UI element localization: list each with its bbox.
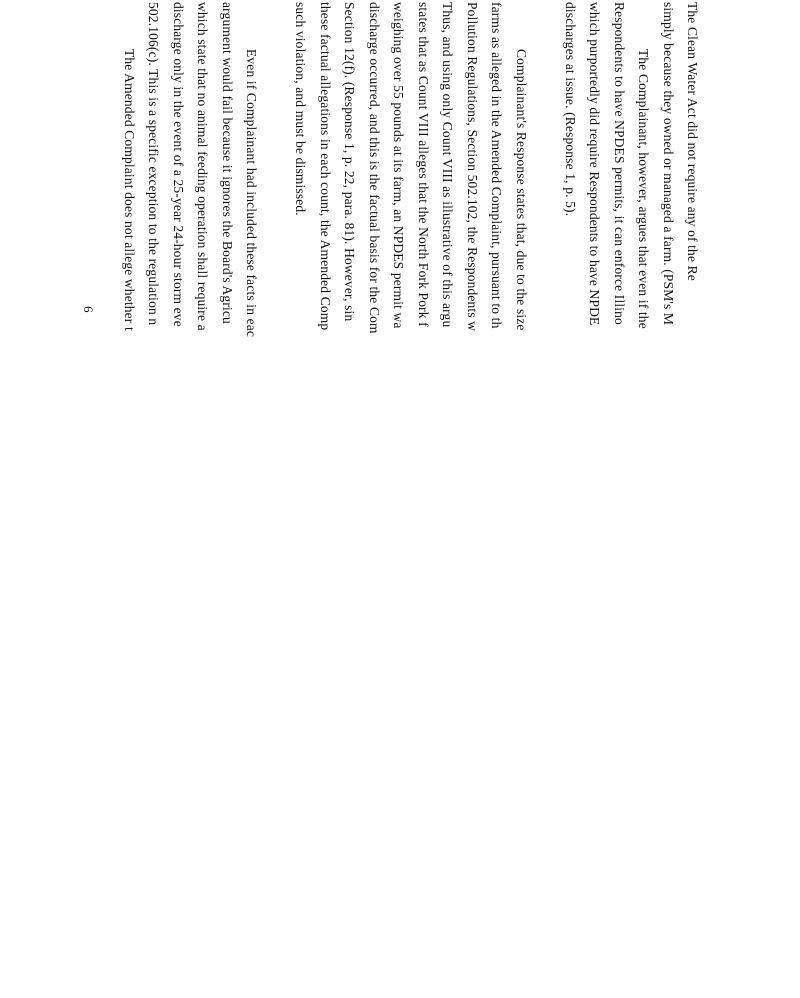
text-line: discharges at issue. (Response 1, p. 5).	[563, 2, 578, 217]
text-line: Complainant's Response states that, due to the size	[514, 49, 529, 331]
text-line: such violation, and must be dismissed.	[293, 2, 308, 216]
text-line: which purportedly did require Respondents to have NPDE	[587, 2, 602, 326]
text-line: these factual allegations in each count, the Amended Comp	[318, 2, 333, 331]
rotated-scan	[23, 0, 800, 998]
text-line: states that as Count VIII alleges that the North Fork Pork f	[416, 2, 431, 327]
text-line: discharge occurred, and this is the factual basis for the Com	[367, 2, 382, 334]
text-line: Section 12(f). (Response 1, p. 22, para. 81). However, sin	[342, 2, 357, 322]
text-line: Pollution Regulations, Section 502.102, the Respondents w	[465, 2, 480, 332]
text-line: Even if Complainant had included these facts in eac	[244, 49, 259, 338]
text-line: which state that no animal feeding operation shall require a	[195, 2, 210, 331]
text-line: 502.106(c). This is a specific exception to the regulation n	[146, 2, 161, 326]
text-line: discharge only in the event of a 25-year 24-hour storm eve	[171, 2, 186, 327]
page-number: 6	[81, 306, 96, 313]
text-line: The Complainant, however, argues that even if the	[636, 49, 651, 329]
text-line: argument would fail because it ignores the Board's Agricu	[220, 2, 235, 324]
text-line: Thus, and using only Count VIII as illustrative of this argu	[440, 2, 455, 328]
text-line: The Clean Water Act did not require any of the Re	[685, 2, 700, 281]
text-line: farms as alleged in the Amended Complaint, pursuant to th	[489, 2, 504, 329]
text-line: Respondents to have NPDES permits, it can enforce Illino	[612, 2, 627, 325]
text-line: weighing over 55 pounds at its farm, an NPDES permit wa	[391, 2, 406, 329]
text-line: simply because they owned or managed a farm. (PSM's M	[661, 2, 676, 326]
text-line: The Amended Complaint does not allege whether t	[122, 49, 137, 331]
